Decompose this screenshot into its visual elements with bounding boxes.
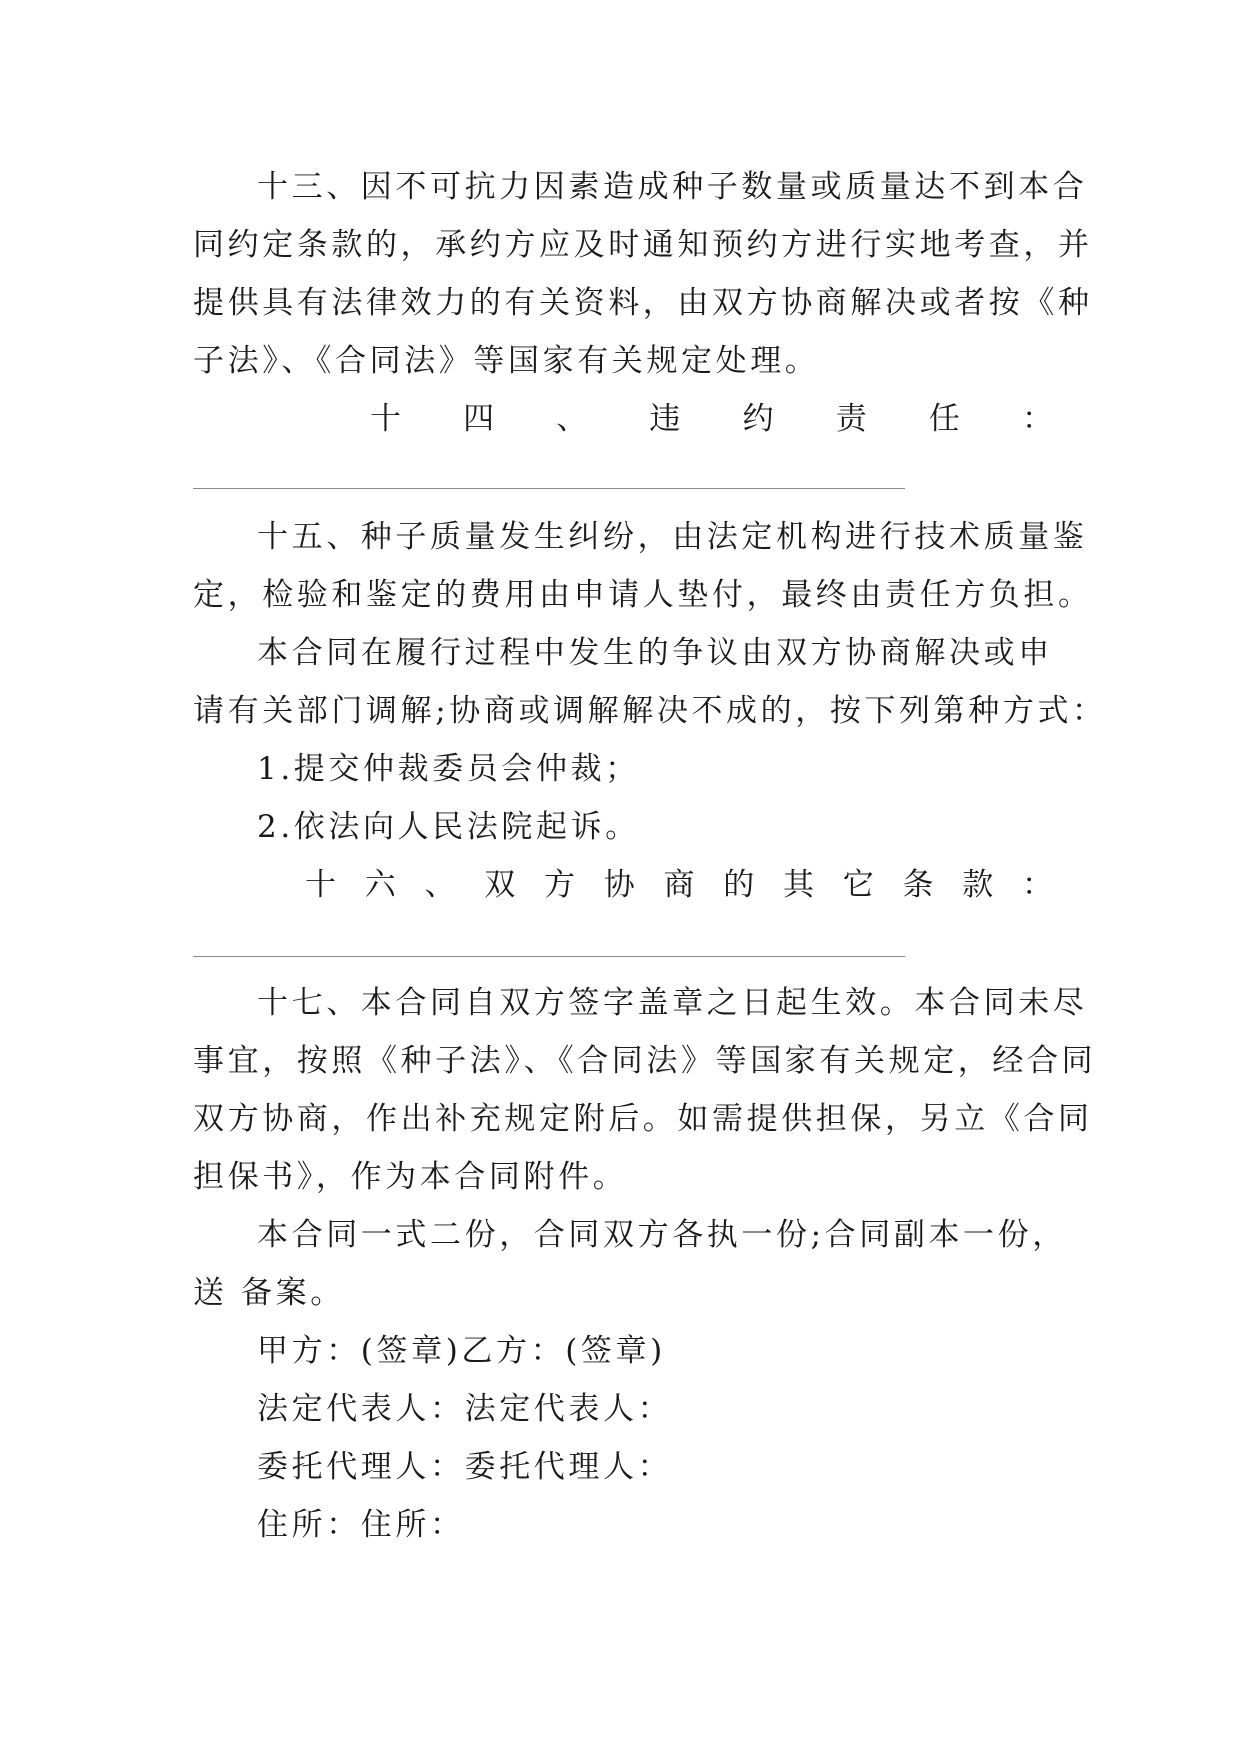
clause-14-heading-char: 、	[556, 401, 588, 437]
clause-16-heading-char: 、	[424, 867, 456, 903]
clause-16-heading-char: 双	[484, 867, 516, 903]
signature-address-line: 住所：住所：	[257, 1507, 465, 1543]
option-lawsuit: 2.依法向人民法院起诉。	[257, 809, 640, 845]
clause-16-heading-char: 协	[603, 867, 635, 903]
clause-14-heading-char: 违	[649, 401, 681, 437]
signature-seal-line: 甲方：(签章)乙方：(签章)	[257, 1333, 666, 1369]
dispute-line-1: 本合同在履行过程中发生的争议由双方协商解决或申	[257, 635, 1053, 671]
clause-16-heading-char: 商	[663, 867, 695, 903]
clause-17-line-3: 双方协商，作出补充规定附后。如需提供担保，另立《合同	[193, 1101, 1093, 1137]
clause-16-heading-char: 方	[544, 867, 575, 903]
clause-14-heading-char: 约	[742, 401, 774, 437]
signature-agent-line: 委托代理人：委托代理人：	[257, 1449, 673, 1485]
clause-14-heading-char: 任	[928, 401, 960, 437]
clause-17-line-1: 十七、本合同自双方签字盖章之日起生效。本合同未尽	[257, 985, 1088, 1021]
clause-16-heading-char: 十	[305, 867, 336, 903]
clause-17-line-2: 事宜，按照《种子法》、《合同法》等国家有关规定，经合同	[193, 1043, 1097, 1079]
option-arbitration: 1.提交仲裁委员会仲裁；	[257, 751, 640, 787]
clause-14-blank-line	[193, 488, 905, 489]
signature-legal-rep-line: 法定代表人：法定代表人：	[257, 1391, 673, 1427]
clause-13-line-2: 同约定条款的，承约方应及时通知预约方进行实地考查，并	[193, 227, 1093, 263]
copies-line-2: 送 备案。	[193, 1275, 345, 1311]
clause-15-line-1: 十五、种子质量发生纠纷，由法定机构进行技术质量鉴	[257, 519, 1088, 555]
clause-16-heading-char: 其	[783, 867, 814, 903]
copies-line-1: 本合同一式二份，合同双方各执一份;合同副本一份，	[257, 1217, 1067, 1253]
clause-13-line-3: 提供具有法律效力的有关资料，由双方协商解决或者按《种	[193, 285, 1093, 321]
clause-16-heading-char: 款	[962, 867, 994, 903]
clause-14-heading-char: 责	[835, 401, 867, 437]
clause-15-line-2: 定，检验和鉴定的费用由申请人垫付，最终由责任方负担。	[193, 577, 1093, 613]
clause-14-heading	[370, 390, 1053, 448]
clause-16-heading	[305, 856, 1053, 914]
clause-13-line-1: 十三、因不可抗力因素造成种子数量或质量达不到本合	[257, 169, 1088, 205]
clause-14-heading-char: 四	[463, 401, 495, 437]
clause-14-heading-char: 十	[370, 401, 401, 437]
clause-16-heading-char: ：	[1022, 867, 1053, 903]
dispute-line-2: 请有关部门调解;协商或调解解决不成的，按下列第种方式：	[193, 693, 1107, 729]
clause-16-blank-line	[193, 956, 905, 957]
clause-13-line-4: 子法》、《合同法》等国家有关规定处理。	[193, 343, 820, 379]
clause-16-heading-char: 六	[364, 867, 396, 903]
clause-16-heading-char: 条	[902, 867, 934, 903]
clause-17-line-4: 担保书》，作为本合同附件。	[193, 1159, 628, 1195]
clause-16-heading-char: 它	[842, 867, 874, 903]
clause-16-heading-char: 的	[723, 867, 755, 903]
clause-14-heading-char: ：	[1021, 401, 1053, 437]
